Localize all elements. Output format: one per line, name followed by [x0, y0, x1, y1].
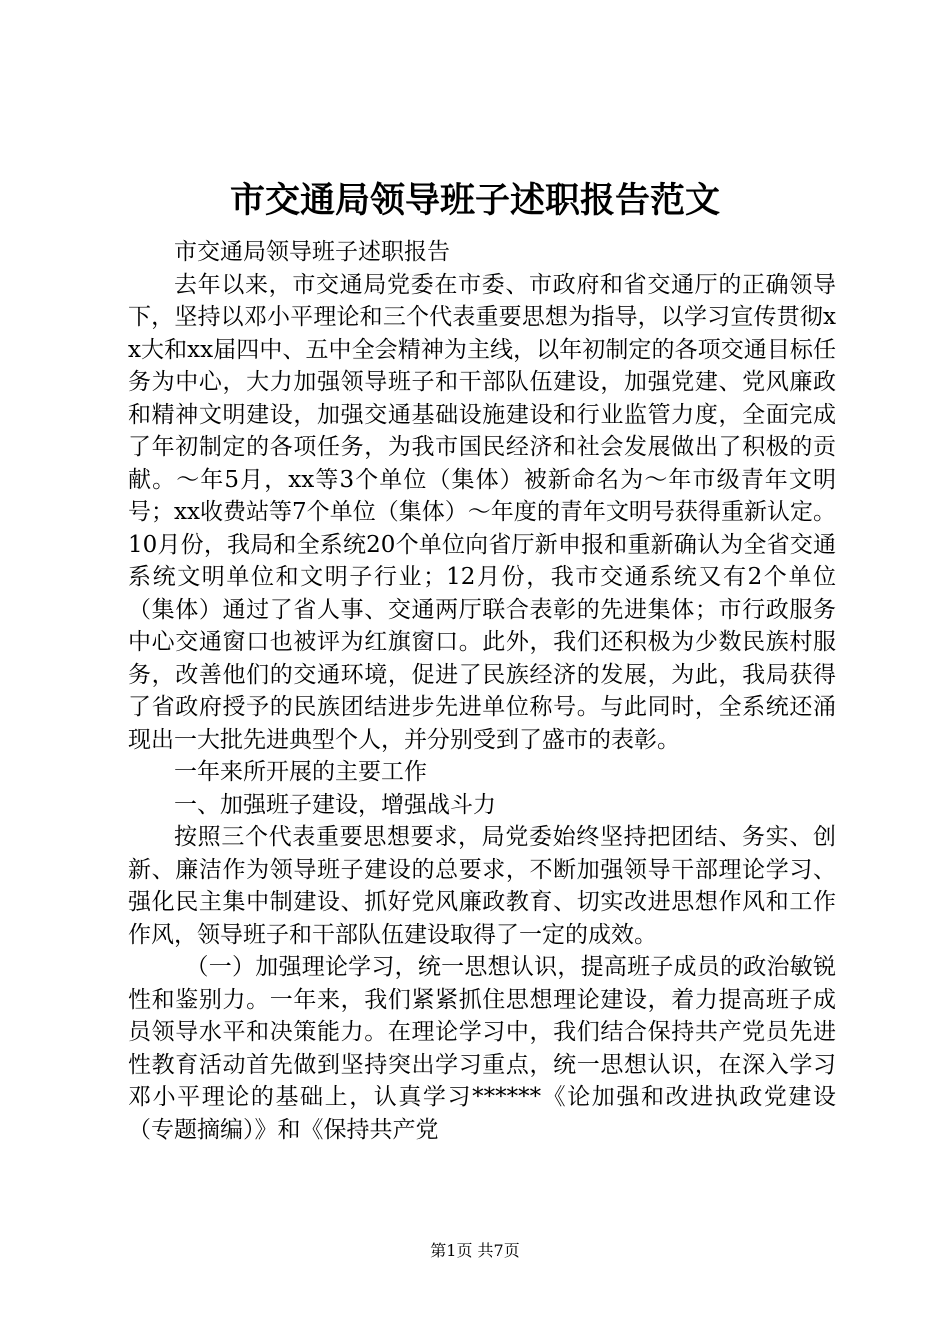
paragraph-theory-study: （一）加强理论学习，统一思想认识，提高班子成员的政治敏锐性和鉴别力。一年来，我们紧紧抓住思想理论建设，着力提高班子成员领导水平和决策能力。在理论学习中，我们结合保持共产党员先进性教育活动首先做到坚持突出学习重点，统一思想认识，在深入学习邓小平理论的基础上，认真学习******《论加强和改进执政党建设（专题摘编）》和《保持共产党 [128, 954, 836, 1143]
paragraph-team-building: 按照三个代表重要思想要求，局党委始终坚持把团结、务实、创新、廉洁作为领导班子建设的总要求，不断加强领导干部理论学习、强化民主集中制建设、抓好党风廉政教育、切实改进思想作风和工作作风，领导班子和干部队伍建设取得了一定的成效。 [128, 824, 836, 948]
document-body [128, 236, 836, 1146]
paragraph-intro: 去年以来，市交通局党委在市委、市政府和省交通厅的正确领导下，坚持以邓小平理论和三个代表重要思想为指导，以学习宣传贯彻xx大和xx届四中、五中全会精神为主线，以年初制定的各项交通目标任务为中心，大力加强领导班子和干部队伍建设，加强党建、党风廉政和精神文明建设，加强交通基础设施建设和行业监管力度，全面完成了年初制定的各项任务，为我市国民经济和社会发展做出了积极的贡献。～年5月，xx等3个单位（集体）被新命名为～年市级青年文明号；xx收费站等7个单位（集体）～年度的青年文明号获得重新认定。10月份，我局和全系统20个单位向省厅新申报和重新确认为全省交通系统文明单位和文明子行业；12月份，我市交通系统又有2个单位（集体）通过了省人事、交通两厅联合表彰的先进集体；市行政服务中心交通窗口也被评为红旗窗口。此外，我们还积极为少数民族村服务，改善他们的交通环境，促进了民族经济的发展，为此，我局获得了省政府授予的民族团结进步先进单位称号。与此同时，全系统还涌现出一大批先进典型个人，并分别受到了盛市的表彰。 [128, 271, 836, 753]
page-number-footer: 第1页 共7页 [430, 1241, 520, 1260]
document-title: 市交通局领导班子述职报告范文 [229, 180, 720, 221]
paragraph-subtitle: 市交通局领导班子述职报告 [174, 239, 450, 265]
section-heading-main-work: 一年来所开展的主要工作 [174, 759, 427, 785]
section-heading-team-building: 一、加强班子建设，增强战斗力 [174, 791, 496, 818]
